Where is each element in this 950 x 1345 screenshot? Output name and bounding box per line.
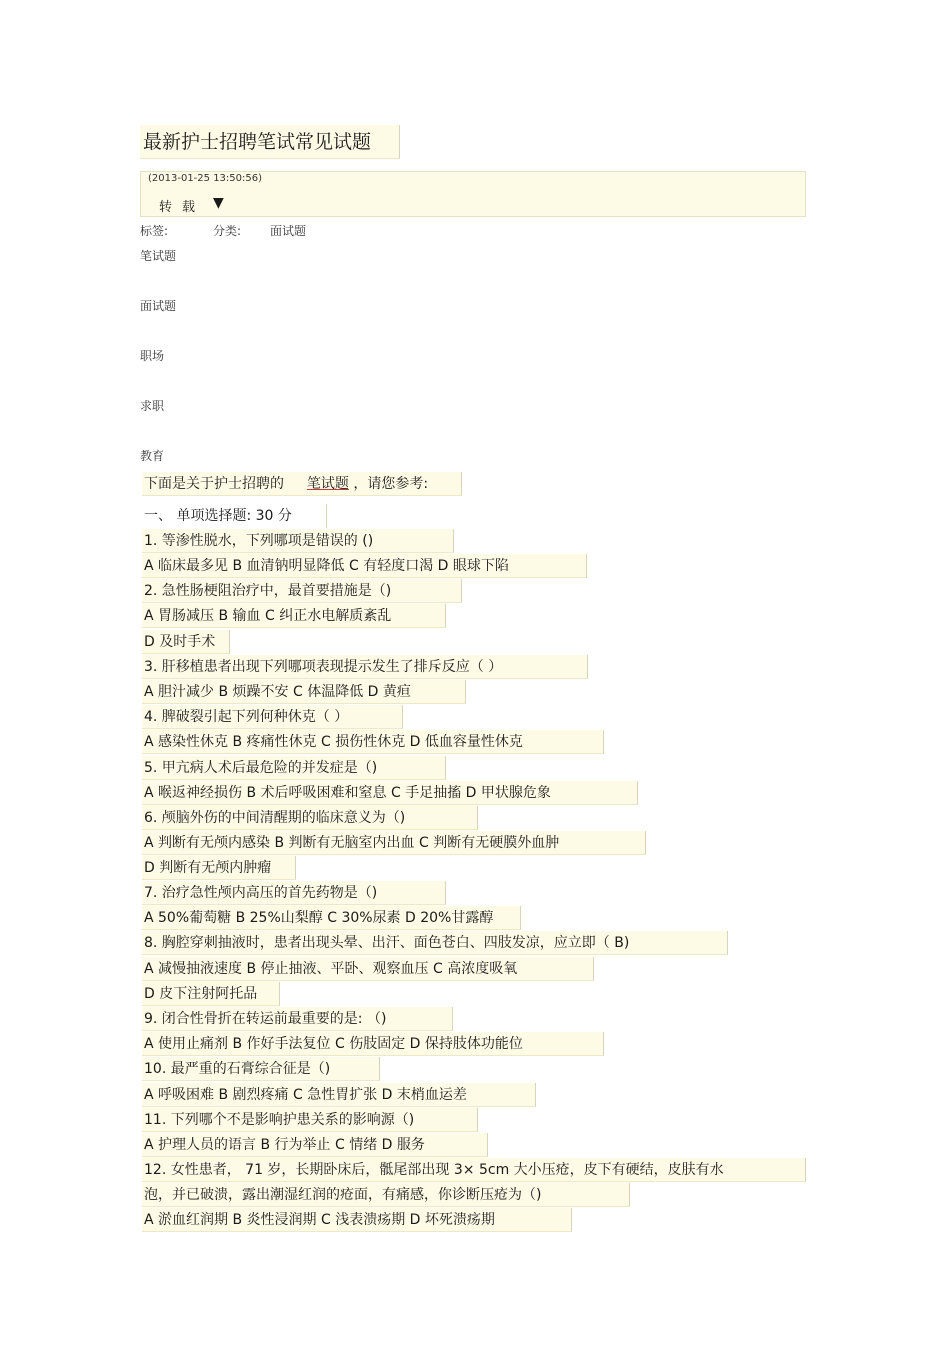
option-line: A 胆汁减少 B 烦躁不安 C 体温降低 D 黄疸 <box>142 680 466 704</box>
option-line: D 皮下注射阿托品 <box>142 982 280 1006</box>
question-line: 2. 急性肠梗阻治疗中，最首要措施是（) <box>142 579 462 603</box>
option-line: A 淤血红润期 B 炎性浸润期 C 浅表溃疡期 D 坏死溃疡期 <box>142 1208 572 1232</box>
dropdown-arrow-icon[interactable]: ▼ <box>213 195 224 211</box>
question-line: 4. 脾破裂引起下列何种休克（ ） <box>142 705 403 729</box>
question-line: 6. 颅脑外伤的中间清醒期的临床意义为（) <box>142 806 478 830</box>
question-line: 3. 肝移植患者出现下列哪项表现提示发生了排斥反应（ ） <box>142 655 588 679</box>
intro-line <box>142 472 462 496</box>
question-line: 10. 最严重的石膏综合征是（) <box>142 1057 380 1081</box>
option-line: A 护理人员的语言 B 行为举止 C 情绪 D 服务 <box>142 1133 488 1157</box>
intro-text-end: ，请您参考: <box>353 476 429 492</box>
option-line: A 使用止痛剂 B 作好手法复位 C 伤肢固定 D 保持肢体功能位 <box>142 1032 604 1056</box>
question-line: 11. 下列哪个不是影响护患关系的影响源（) <box>142 1108 478 1132</box>
tag-link[interactable]: 教育 <box>140 449 165 463</box>
option-line: A 50%葡萄糖 B 25%山梨醇 C 30%尿素 D 20%甘露醇 <box>142 906 521 930</box>
intro-link[interactable]: 笔试题 <box>306 476 349 492</box>
option-line: D 及时手术 <box>142 630 230 654</box>
post-date: (2013-01-25 13:50:56) <box>148 173 263 184</box>
question-line: 12. 女性患者， 71 岁，长期卧床后，骶尾部出现 3× 5cm 大小压疮，皮下有硬结，皮肤有水 <box>142 1158 806 1182</box>
tag-link[interactable]: 面试题 <box>140 299 177 313</box>
option-line: A 判断有无颅内感染 B 判断有无脑室内出血 C 判断有无硬膜外血肿 <box>142 831 646 855</box>
question-line: 5. 甲亢病人术后最危险的并发症是（) <box>142 756 446 780</box>
option-line: A 感染性休克 B 疼痛性休克 C 损伤性休克 D 低血容量性休克 <box>142 730 604 754</box>
question-line: 泡，并已破溃，露出潮湿红润的疮面，有痛感，你诊断压疮为（) <box>142 1183 630 1207</box>
option-line: A 呼吸困难 B 剧烈疼痛 C 急性胃扩张 D 末梢血运差 <box>142 1083 536 1107</box>
question-line: 9. 闭合性骨折在转运前最重要的是: （) <box>142 1007 453 1031</box>
tag-link[interactable]: 职场 <box>140 349 165 363</box>
repost-link[interactable]: 转载 <box>159 200 206 215</box>
question-line: 7. 治疗急性颅内高压的首先药物是（) <box>142 881 446 905</box>
option-line: A 减慢抽液速度 B 停止抽液、平卧、观察血压 C 高浓度吸氧 <box>142 957 594 981</box>
tag-link[interactable]: 求职 <box>140 399 165 413</box>
tags-label: 标签: <box>140 224 169 238</box>
option-line: D 判断有无颅内肿瘤 <box>142 856 296 880</box>
category-link[interactable]: 面试题 <box>270 224 307 238</box>
tag-link[interactable]: 笔试题 <box>140 249 177 263</box>
question-line: 8. 胸腔穿刺抽液时，患者出现头晕、出汗、面色苍白、四肢发凉，应立即（ B) <box>142 931 728 955</box>
intro-text: 下面是关于护士招聘的 <box>144 476 284 492</box>
option-line: A 临床最多见 B 血清钠明显降低 C 有轻度口渴 D 眼球下陷 <box>142 554 587 578</box>
question-line: 1. 等渗性脱水，下列哪项是错误的 () <box>142 529 454 553</box>
page-title: 最新护士招聘笔试常见试题 <box>140 125 400 159</box>
option-line: A 胃肠减压 B 输血 C 纠正水电解质紊乱 <box>142 604 446 628</box>
section-heading: 一、 单项选择题: 30 分 <box>142 504 327 528</box>
category-label: 分类: <box>213 224 242 238</box>
option-line: A 喉返神经损伤 B 术后呼吸困难和窒息 C 手足抽搐 D 甲状腺危象 <box>142 781 638 805</box>
